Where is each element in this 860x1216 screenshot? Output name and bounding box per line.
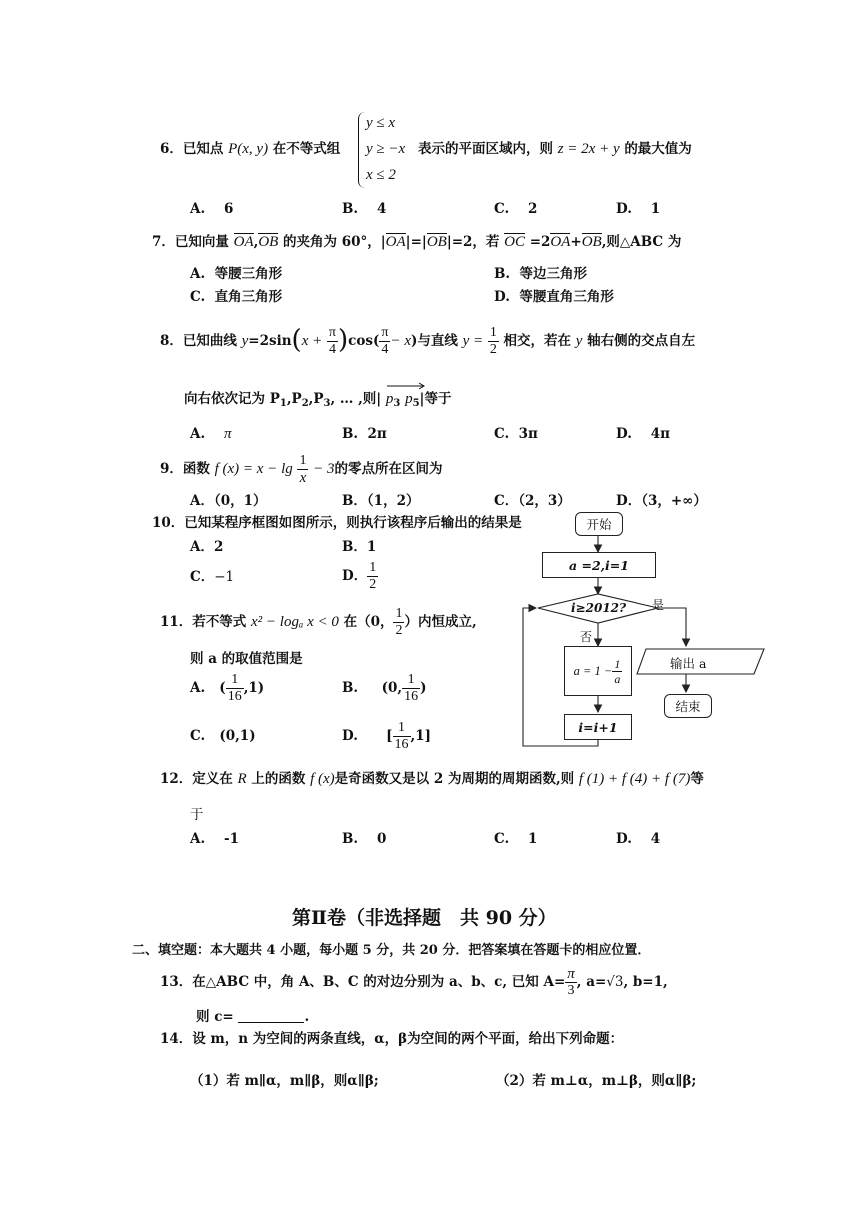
q12-line-2: 于	[190, 807, 204, 823]
flowchart-assign	[564, 646, 632, 696]
ineq-1: y ≤ x	[366, 115, 396, 131]
fraction-one-half	[488, 325, 499, 358]
option-value: 2	[528, 201, 538, 217]
q7-option-d[interactable]	[494, 288, 614, 306]
q13-end: .	[304, 1009, 310, 1025]
frac-den: 4	[328, 342, 336, 357]
ineq-3: x ≤ 2	[366, 167, 396, 183]
frac-num: 1	[402, 672, 420, 689]
frac-den: 16	[404, 689, 419, 704]
q9-option-a[interactable]	[190, 492, 267, 510]
q12-text-d: 等	[690, 771, 704, 787]
frac-num: 1	[614, 656, 621, 671]
option-value: 等边三角形	[519, 266, 588, 282]
output-label: 输出 a	[670, 656, 707, 671]
q7-text-b: 的夹角为 60°，|	[283, 234, 386, 250]
frac-num: 1	[489, 325, 497, 340]
frac-num: 1	[226, 672, 244, 689]
q12-sum: f (1) + f (4) + f (7)	[578, 771, 691, 787]
p5: p	[405, 391, 413, 407]
fraction-pi-4-b	[379, 325, 390, 358]
option-letter: C．	[494, 493, 519, 509]
option-letter: D.	[494, 289, 510, 305]
q8-number: 8．	[160, 333, 183, 349]
frac-num: 1	[369, 560, 377, 575]
fraction-pi-3	[565, 966, 577, 999]
q11-option-b[interactable]	[342, 670, 427, 706]
option-letter: C.	[494, 831, 510, 847]
option-post: ,1)	[243, 680, 265, 696]
q13-sqrt3: √3	[606, 974, 624, 990]
option-value: -1	[224, 831, 239, 847]
vector-oa: OA	[233, 234, 254, 250]
q6-number: 6．	[160, 141, 183, 157]
q8-text-b: )与直线	[410, 333, 458, 349]
q9-minus3: − 3	[313, 461, 335, 477]
q10-number: 10．	[152, 515, 185, 531]
flowchart-yes: 是	[652, 598, 665, 612]
q8-text-d: 轴右侧的交点自左	[587, 333, 696, 349]
q6-text-b: 在不等式组	[272, 141, 341, 157]
q7-option-c[interactable]	[190, 288, 282, 306]
q14-text: 设 m，n 为空间的两条直线，α，β为空间的两个平面，给出下列命题：	[192, 1031, 624, 1047]
q7-text-f: ,则△ABC 为	[601, 234, 682, 250]
q10-line	[152, 514, 522, 532]
q8-option-a[interactable]	[190, 425, 232, 443]
q8-line2-d: , … ,则|	[330, 391, 382, 407]
q10-option-d[interactable]	[342, 558, 378, 594]
option-letter: C.	[190, 728, 206, 744]
option-letter: C.	[494, 426, 510, 442]
frac-num: 1	[395, 606, 403, 621]
option-letter: A.	[190, 680, 206, 696]
q8-option-c[interactable]	[494, 425, 538, 443]
flowchart-increment	[564, 714, 632, 740]
q12-fx: f (x)	[310, 771, 335, 787]
option-value: （2，3）	[518, 493, 571, 509]
flowchart-start	[575, 512, 623, 536]
paren-open: (	[291, 325, 302, 355]
q8-option-d[interactable]	[616, 425, 670, 443]
paren-close: )	[338, 325, 349, 355]
option-letter: B.	[342, 680, 359, 696]
q11-option-a[interactable]	[190, 670, 264, 706]
option-letter: D．	[616, 493, 642, 509]
option-letter: B.	[342, 201, 359, 217]
q14-proposition-1: （1）若 m∥α，m∥β，则α∥β;	[190, 1073, 379, 1089]
vector-p3p5	[386, 390, 420, 413]
frac-den: 16	[394, 737, 409, 752]
q6-option-c[interactable]	[494, 200, 537, 218]
option-value: 2	[213, 539, 224, 555]
section-2-heading: 二、填空题：本大题共 4 小题，每小题 5 分，共 20 分．把答案填在答题卡的相应位置．	[132, 943, 651, 958]
q11-line	[160, 604, 477, 640]
q6-expr: z = 2x + y	[557, 141, 620, 157]
option-letter: A．	[190, 493, 214, 509]
flowchart-connectors	[510, 510, 770, 760]
q11-option-d[interactable]	[342, 718, 431, 754]
q14-number: 14．	[160, 1031, 193, 1047]
end-label: 结束	[675, 699, 701, 714]
option-letter: D.	[616, 201, 632, 217]
option-value: （3，+∞）	[641, 493, 707, 509]
flowchart-init	[542, 552, 656, 578]
frac-den: a	[614, 671, 621, 686]
q9-line	[160, 452, 443, 486]
vector-ob-2: OB	[581, 234, 602, 250]
option-value: (0,1)	[219, 728, 256, 744]
q13-line2-text: 则 c=	[196, 1009, 234, 1025]
q13-line	[160, 964, 668, 1000]
q6-text-a: 已知点	[182, 141, 224, 157]
q12-option-b[interactable]	[342, 830, 386, 848]
q12-option-d[interactable]	[616, 830, 660, 848]
answer-blank[interactable]	[238, 1008, 304, 1023]
q8-text-c: 相交，若在	[503, 333, 572, 349]
frac-den: 2	[395, 623, 403, 638]
q7-plus: +	[570, 234, 582, 250]
p3: p	[385, 391, 394, 407]
q7-option-b[interactable]	[494, 265, 587, 283]
frac-den: 16	[227, 689, 242, 704]
q10-text: 已知某程序框图如图所示，则执行该程序后输出的结果是	[184, 515, 522, 531]
q6-text-c: 表示的平面区域内，则	[418, 141, 553, 157]
vector-ob-abs: OB	[426, 234, 447, 250]
q11-number: 11．	[160, 614, 193, 630]
option-post: ,1]	[410, 728, 432, 744]
vector-oa-2: OA	[550, 234, 571, 250]
init-label: a =2,i=1	[569, 557, 629, 573]
q6-option-a[interactable]	[190, 200, 233, 218]
flowchart-condition	[571, 601, 626, 615]
q10-option-a[interactable]	[190, 538, 223, 556]
flowchart-end	[664, 694, 712, 718]
q9-option-d[interactable]	[616, 492, 707, 510]
q8-eq-a: =2sin	[248, 333, 292, 349]
flowchart-output	[670, 654, 706, 672]
option-pre: (	[219, 680, 226, 696]
incr-label: i=i+1	[578, 719, 618, 735]
q12-option-a[interactable]	[190, 830, 239, 848]
option-value: 2π	[367, 426, 387, 442]
option-pre: [	[386, 728, 393, 744]
q8-minus-x: − x	[390, 333, 411, 349]
system-brace	[358, 112, 365, 188]
vector-oa-abs: OA	[385, 234, 406, 250]
q11-text-a: 若不等式	[192, 614, 247, 630]
q8-line2-e: |等于	[419, 391, 452, 407]
q12-text-c: 是奇函数又是以 2 为周期的周期函数,则	[334, 771, 575, 787]
q9-option-b[interactable]	[342, 492, 419, 510]
vector-arrow-icon	[386, 382, 426, 390]
q12-text-b: 上的函数	[251, 771, 306, 787]
q7-option-a[interactable]	[190, 265, 282, 283]
cond-label: i≥2012?	[571, 601, 627, 615]
option-letter: B.	[494, 266, 511, 282]
frac-num: π	[328, 325, 336, 340]
q8-line2-a: 向右依次记为 P	[184, 391, 280, 407]
q11-line-2: 则 a 的取值范围是	[190, 651, 303, 667]
option-letter: B.	[342, 426, 359, 442]
q8-line-1	[160, 322, 695, 359]
option-letter: B．	[342, 539, 367, 555]
assign-fraction	[612, 657, 622, 686]
q7-text-c: |=|	[405, 234, 427, 250]
q7-comma: ,	[253, 234, 259, 250]
fraction-pi-4	[327, 325, 338, 358]
q6-line	[160, 140, 340, 158]
q12-number: 12．	[160, 771, 193, 787]
fraction-1-16-b	[402, 672, 420, 705]
frac-den: x	[299, 470, 307, 486]
option-value: 1	[528, 831, 538, 847]
flowchart-no: 否	[580, 630, 593, 644]
option-value: −1	[214, 569, 235, 585]
q12-R: R	[237, 771, 247, 787]
q8-x-plus: x +	[301, 333, 323, 349]
q8-y: y	[241, 333, 249, 349]
q9-text-b: 的零点所在区间为	[334, 461, 443, 477]
option-letter: D．	[342, 568, 368, 584]
q9-text-a: 函数	[182, 461, 210, 477]
vector-ob: OB	[258, 234, 279, 250]
q6-option-b[interactable]	[342, 200, 386, 218]
vector-oc: OC	[504, 234, 525, 250]
frac-num: 1	[393, 720, 411, 737]
option-letter: A.	[190, 201, 206, 217]
option-value: 6	[224, 201, 234, 217]
option-letter: D.	[616, 831, 632, 847]
option-letter: C.	[190, 289, 206, 305]
option-value: （1，2）	[366, 493, 420, 509]
frac-num: π	[381, 325, 389, 340]
fraction-half	[393, 606, 404, 639]
option-pre: (0,	[381, 680, 403, 696]
option-letter: C.	[494, 201, 510, 217]
q11-text-c: ）内恒成立,	[404, 614, 477, 630]
option-value: 1	[650, 201, 661, 217]
q11-ineq: x² − logₐ x < 0	[251, 614, 339, 630]
q8-line2-b: ,P	[286, 391, 302, 407]
option-letter: C．	[190, 569, 215, 585]
frac-den: 2	[489, 342, 497, 357]
q13-line-2	[196, 1008, 309, 1026]
fraction-1-16-d	[393, 720, 411, 753]
option-value: 0	[376, 831, 387, 847]
q9-option-c[interactable]	[494, 492, 571, 510]
option-value: 1	[366, 539, 377, 555]
option-value: 4	[376, 201, 387, 217]
frac-num: π	[567, 966, 575, 982]
q11-option-c[interactable]	[190, 727, 256, 745]
q13-number: 13．	[160, 974, 193, 990]
option-value: π	[224, 426, 232, 442]
assign-label: a = 1 −	[573, 663, 613, 678]
q6-text-d: 的最大值为	[624, 141, 692, 157]
q8-eq-b: y =	[462, 333, 484, 349]
q13-text-b: , a=	[576, 974, 607, 990]
option-letter: A.	[190, 831, 206, 847]
option-value: 4π	[650, 426, 671, 442]
frac-den: 2	[369, 577, 377, 592]
option-letter: B.	[342, 831, 359, 847]
q14-line	[160, 1030, 623, 1048]
option-value: （0，1）	[213, 493, 267, 509]
q12-text-a: 定义在	[192, 771, 233, 787]
option-letter: D.	[616, 426, 632, 442]
fraction-1-16	[226, 672, 244, 705]
q9-fx: f (x) = x − lg	[214, 461, 293, 477]
option-letter: A．	[190, 539, 214, 555]
frac-den: 4	[381, 342, 389, 357]
frac-num: 1	[299, 453, 307, 468]
q6-line-right	[418, 140, 692, 158]
q7-number: 7．	[152, 234, 175, 250]
q8-line2-c: ,P	[308, 391, 324, 407]
q10-option-c[interactable]	[190, 568, 234, 586]
option-letter: A.	[190, 266, 206, 282]
q10-option-b[interactable]	[342, 538, 376, 556]
q8-line-2	[184, 390, 451, 413]
q7-text-e: =2	[529, 234, 551, 250]
option-letter: D.	[342, 728, 358, 744]
option-value: 直角三角形	[214, 289, 283, 305]
option-value: 3π	[518, 426, 538, 442]
q13-text-a: 在△ABC 中，角 A、B、C 的对边分别为 a、b、c, 已知 A=	[192, 974, 566, 990]
q14-proposition-2: （2）若 m⊥α，m⊥β，则α∥β;	[496, 1073, 697, 1089]
start-label: 开始	[586, 517, 612, 532]
section-2-title: 第Ⅱ卷（非选择题 共 90 分）	[292, 907, 557, 929]
sub-2: 2	[301, 398, 309, 409]
q8-y-axis: y	[575, 333, 583, 349]
q11-text-b: 在（0，	[343, 614, 394, 630]
fraction-one-half-d	[367, 560, 378, 593]
ineq-2: y ≥ −x	[366, 141, 406, 157]
q8-cos: cos(	[348, 333, 380, 349]
sub-3: 3	[323, 398, 331, 409]
q12-line	[160, 770, 704, 788]
q6-point: P(x, y)	[228, 141, 269, 157]
q8-text-a: 已知曲线	[182, 333, 237, 349]
sub-3b: 3	[393, 398, 401, 409]
sub-5: 5	[412, 398, 420, 409]
option-letter: A.	[190, 426, 206, 442]
option-value: 等腰三角形	[214, 266, 283, 282]
option-value: 等腰直角三角形	[519, 289, 614, 305]
q13-text-c: , b=1,	[623, 974, 668, 990]
sub-1: 1	[279, 398, 287, 409]
frac-den: 3	[567, 983, 575, 998]
option-post: )	[420, 680, 427, 696]
q6-option-d[interactable]	[616, 200, 660, 218]
q7-text-a: 已知向量	[174, 234, 229, 250]
q8-option-b[interactable]	[342, 425, 387, 443]
fraction-1-x	[297, 453, 308, 486]
q7-text-d: |=2，若	[446, 234, 500, 250]
q12-option-c[interactable]	[494, 830, 537, 848]
option-letter: B．	[342, 493, 367, 509]
option-value: 4	[650, 831, 661, 847]
q7-line	[152, 233, 681, 251]
q9-number: 9．	[160, 461, 183, 477]
